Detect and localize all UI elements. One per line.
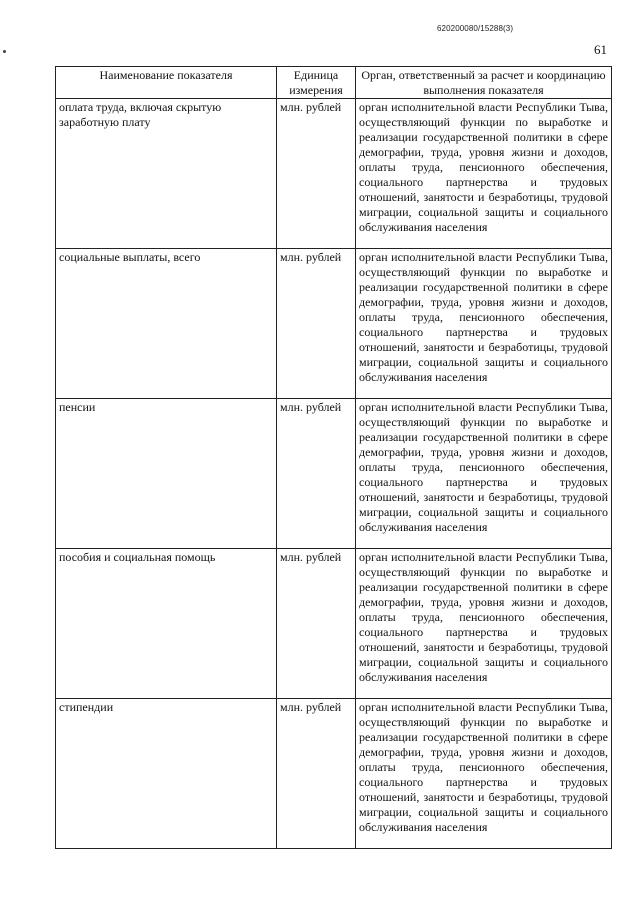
column-header-organ: Орган, ответственный за расчет и координацию выполнения показателя (356, 67, 612, 99)
column-header-name: Наименование показателя (56, 67, 277, 99)
responsible-organ: орган исполнительной власти Республики Тыва, осуществляющий функции по выработке и реализации государственной политики в сфере демографии, труда, уровня жизни и доходов, оплаты труда, пенсионного обеспечения, социального партнерства и трудовых отношений, занятости и безработицы, трудовой миграции, социальной защиты и социального обслуживания населения (356, 549, 612, 699)
indicator-unit: млн. рублей (277, 249, 356, 399)
indicator-unit: млн. рублей (277, 399, 356, 549)
table-header-row (56, 67, 612, 99)
scan-edge-mark (3, 50, 6, 53)
indicator-unit: млн. рублей (277, 99, 356, 249)
table-row (56, 699, 612, 849)
indicator-unit: млн. рублей (277, 699, 356, 849)
indicator-name: оплата труда, включая скрытую заработную плату (56, 99, 277, 249)
table-row (56, 99, 612, 249)
responsible-organ: орган исполнительной власти Республики Тыва, осуществляющий функции по выработке и реализации государственной политики в сфере демографии, труда, уровня жизни и доходов, оплаты труда, пенсионного обеспечения, социального партнерства и трудовых отношений, занятости и безработицы, трудовой миграции, социальной защиты и социального обслуживания населения (356, 99, 612, 249)
indicators-table (55, 66, 612, 849)
indicator-name: пенсии (56, 399, 277, 549)
table-row (56, 549, 612, 699)
document-code: 620200080/15288(3) (437, 24, 514, 33)
page-number: 61 (594, 42, 607, 57)
responsible-organ: орган исполнительной власти Республики Тыва, осуществляющий функции по выработке и реализации государственной политики в сфере демографии, труда, уровня жизни и доходов, оплаты труда, пенсионного обеспечения, социального партнерства и трудовых отношений, занятости и безработицы, трудовой миграции, социальной защиты и социального обслуживания населения (356, 699, 612, 849)
responsible-organ: орган исполнительной власти Республики Тыва, осуществляющий функции по выработке и реализации государственной политики в сфере демографии, труда, уровня жизни и доходов, оплаты труда, пенсионного обеспечения, социального партнерства и трудовых отношений, занятости и безработицы, трудовой миграции, социальной защиты и социального обслуживания населения (356, 249, 612, 399)
table-row (56, 399, 612, 549)
column-header-unit: Единица измерения (277, 67, 356, 99)
indicator-name: социальные выплаты, всего (56, 249, 277, 399)
indicator-name: стипендии (56, 699, 277, 849)
indicator-name: пособия и социальная помощь (56, 549, 277, 699)
indicator-unit: млн. рублей (277, 549, 356, 699)
table-row (56, 249, 612, 399)
responsible-organ: орган исполнительной власти Республики Тыва, осуществляющий функции по выработке и реализации государственной политики в сфере демографии, труда, уровня жизни и доходов, оплаты труда, пенсионного обеспечения, социального партнерства и трудовых отношений, занятости и безработицы, трудовой миграции, социальной защиты и социального обслуживания населения (356, 399, 612, 549)
